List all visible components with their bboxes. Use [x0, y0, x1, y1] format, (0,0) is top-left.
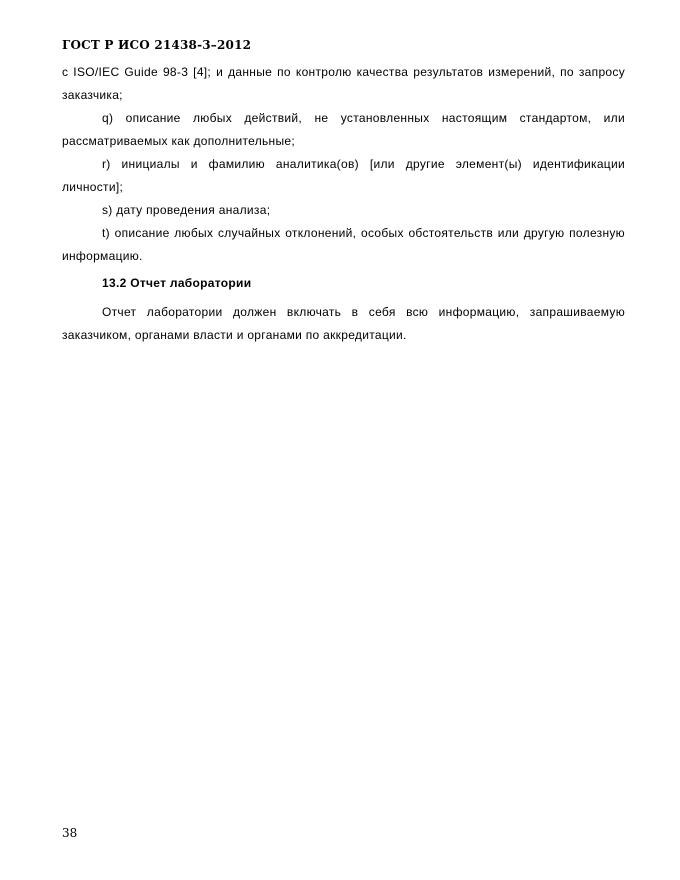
- list-item-q: q) описание любых действий, не установленных настоящим стандартом, или рассматриваемых как дополнительные;: [62, 111, 625, 148]
- list-item-r: r) инициалы и фамилию аналитика(ов) [или другие элемент(ы) идентификации личности];: [62, 157, 625, 194]
- page-content: [62, 61, 625, 347]
- document-header: ГОСТ Р ИСО 21438-3–2012: [62, 38, 252, 52]
- paragraph-continuation: с ISO/IEC Guide 98-3 [4]; и данные по контролю качества результатов измерений, по запросу заказчика;: [62, 65, 625, 102]
- list-item-t: t) описание любых случайных отклонений, особых обстоятельств или другую полезную информацию.: [62, 226, 625, 263]
- section-paragraph: Отчет лаборатории должен включать в себя всю информацию, запрашиваемую заказчиком, органами власти и органами по аккредитации.: [62, 305, 625, 342]
- list-item-s: s) дату проведения анализа;: [102, 203, 271, 217]
- section-heading: 13.2 Отчет лаборатории: [102, 276, 252, 290]
- page-number: 38: [62, 826, 78, 840]
